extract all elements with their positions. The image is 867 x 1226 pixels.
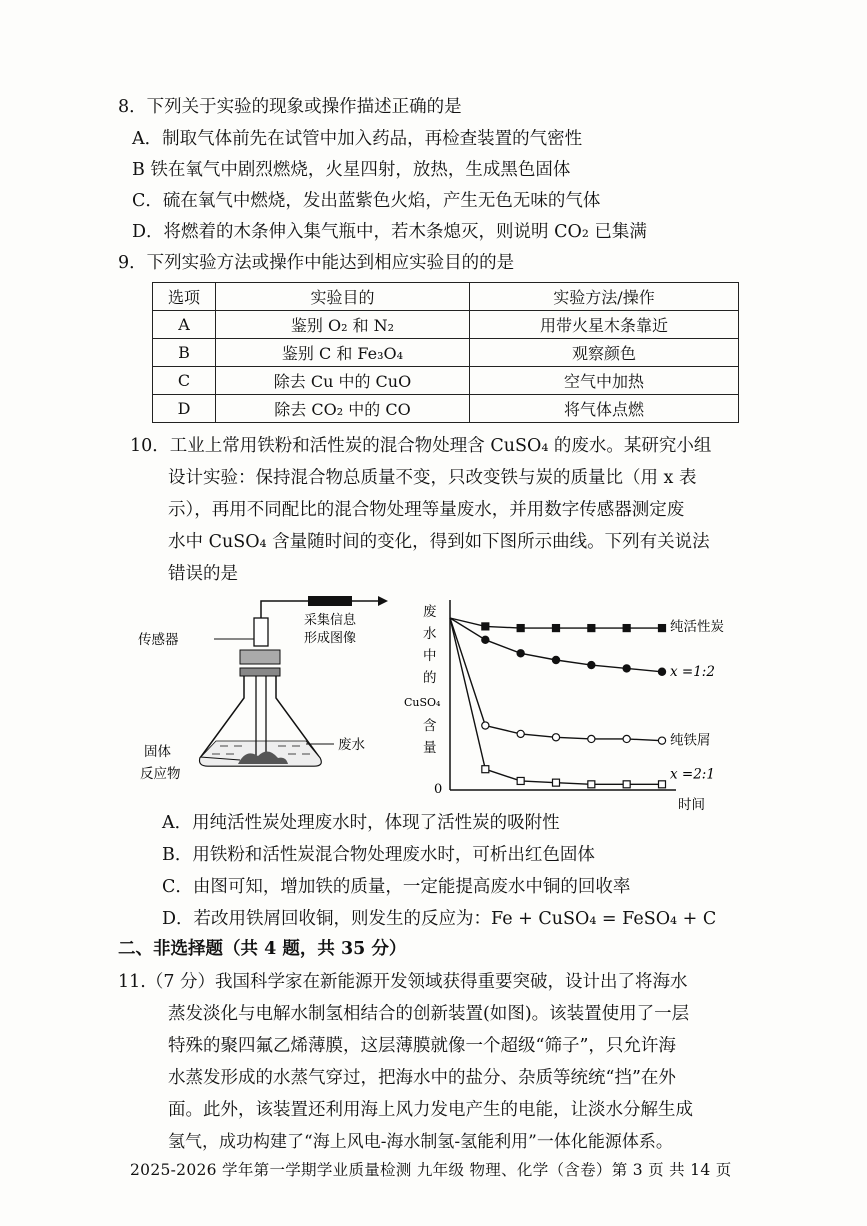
q11-line-6: 氢气，成功构建了“海上风电-海水制氢-氢能利用”一体化能源体系。 [168, 1132, 673, 1152]
table-header: 选项 [153, 283, 216, 311]
data-point [552, 656, 559, 663]
q8-stem: 8．下列关于实验的现象或操作描述正确的是 [118, 97, 462, 117]
data-point [623, 781, 630, 788]
y-axis-label-char: 废 [423, 604, 437, 620]
q10-line-4: 水中 CuSO₄ 含量随时间的变化，得到如下图所示曲线。下列有关说法 [168, 532, 710, 552]
data-point [482, 623, 489, 630]
data-point [588, 625, 595, 632]
collect-label-2: 形成图像 [304, 631, 357, 646]
q11-line-3: 特殊的聚四氟乙烯薄膜，这层薄膜就像一个超级“筛子”，只允许海 [168, 1036, 676, 1056]
data-point [553, 625, 560, 632]
table-cell: 除去 Cu 中的 CuO [216, 367, 470, 395]
water-label: 废水 [338, 737, 365, 753]
q8-option-b: B 铁在氧气中剧烈燃烧，火星四射，放热，生成黑色固体 [132, 160, 571, 180]
data-point [623, 665, 630, 672]
series-label: 纯铁屑 [670, 732, 711, 749]
data-point [517, 625, 524, 632]
series-label: x =2:1 [670, 766, 715, 783]
series-label: x =1:2 [670, 663, 715, 680]
table-cell: 观察颜色 [470, 339, 739, 367]
table-header-row [153, 283, 739, 311]
table-row [153, 367, 739, 395]
table-header: 实验方法/操作 [470, 283, 739, 311]
q10-option-a: A．用纯活性炭处理废水时，体现了活性炭的吸附性 [162, 813, 560, 833]
data-point [482, 636, 489, 643]
q10-line-5: 错误的是 [168, 564, 238, 584]
table-cell: 用带火星木条靠近 [470, 311, 739, 339]
q9-stem: 9．下列实验方法或操作中能达到相应实验目的的是 [118, 253, 515, 273]
data-point [482, 766, 489, 773]
q11-line-2: 蒸发淡化与电解水制氢相结合的创新装置(如图)。该装置使用了一层 [168, 1004, 690, 1024]
table-cell: 鉴别 O₂ 和 N₂ [216, 311, 470, 339]
table-cell: A [153, 311, 216, 339]
q10-option-c: C．由图可知，增加铁的质量，一定能提高废水中铜的回收率 [162, 877, 631, 897]
y-axis-label-char: 中 [423, 648, 437, 664]
q9-table [152, 282, 739, 423]
table-row [153, 339, 739, 367]
data-point [658, 737, 665, 744]
data-point [517, 650, 524, 657]
q10-option-b: B．用铁粉和活性炭混合物处理废水时，可析出红色固体 [162, 845, 595, 865]
series-line [450, 618, 662, 741]
y-axis-label-char: CuSO₄ [404, 696, 441, 709]
data-collector [308, 596, 352, 606]
data-point [588, 661, 595, 668]
series-label: 纯活性炭 [670, 619, 724, 636]
q8-option-d: D．将燃着的木条伸入集气瓶中，若木条熄灭，则说明 CO₂ 已集满 [132, 222, 647, 242]
table-cell: 鉴别 C 和 Fe₃O₄ [216, 339, 470, 367]
data-point [517, 730, 524, 737]
table-header: 实验目的 [216, 283, 470, 311]
sensor-label: 传感器 [138, 632, 179, 648]
section-title: 二、非选择题（共 4 题，共 35 分） [118, 939, 407, 959]
table-cell: 除去 CO₂ 中的 CO [216, 395, 470, 423]
q10-line-2: 设计实验：保持混合物总质量不变，只改变铁与炭的质量比（用 x 表 [168, 468, 697, 488]
sensor-probe [254, 618, 268, 646]
q10-option-d: D．若改用铁屑回收铜，则发生的反应为：Fe + CuSO₄ = FeSO₄ + C [162, 909, 717, 929]
data-point [623, 735, 630, 742]
q10-line-1: 10．工业上常用铁粉和活性炭的混合物处理含 CuSO₄ 的废水。某研究小组 [130, 436, 712, 456]
q11-line-1: 11.（7 分）我国科学家在新能源开发领域获得重要突破，设计出了将海水 [118, 972, 688, 992]
table-cell: D [153, 395, 216, 423]
data-point [659, 781, 666, 788]
table-row [153, 311, 739, 339]
collect-label-1: 采集信息 [304, 613, 357, 628]
data-point [588, 781, 595, 788]
solid-label-2: 反应物 [140, 766, 181, 782]
origin-label: 0 [434, 782, 443, 797]
q11-line-5: 面。此外，该装置还利用海上风力发电产生的电能，让淡水分解生成 [168, 1100, 693, 1120]
arrow-icon [378, 596, 388, 606]
x-axis-label: 时间 [678, 797, 705, 812]
solid-label-1: 固体 [144, 744, 171, 760]
y-axis-label-char: 的 [423, 670, 437, 686]
q8-option-a: A．制取气体前先在试管中加入药品，再检查装置的气密性 [132, 129, 583, 149]
data-point [517, 777, 524, 784]
table-cell: 空气中加热 [470, 367, 739, 395]
y-axis-label [404, 604, 441, 756]
q11-line-4: 水蒸发形成的水蒸气穿过，把海水中的盐分、杂质等统统“挡”在外 [168, 1068, 676, 1088]
y-axis-label-char: 水 [423, 626, 437, 642]
series-line [450, 618, 662, 784]
page-footer: 2025-2026 学年第一学期学业质量检测 九年级 物理、化学（含卷）第 3 页 共 14 页 [130, 1161, 732, 1179]
data-point [658, 668, 665, 675]
table-cell: B [153, 339, 216, 367]
apparatus-diagram [128, 588, 400, 793]
data-point [588, 735, 595, 742]
y-axis-label-char: 量 [423, 740, 437, 756]
data-point [623, 625, 630, 632]
data-point [659, 625, 666, 632]
stopper [240, 650, 280, 664]
cuso4-chart [404, 596, 780, 812]
table-cell: C [153, 367, 216, 395]
q10-line-3: 示），再用不同配比的混合物处理等量废水，并用数字传感器测定废 [168, 500, 685, 520]
data-point [553, 779, 560, 786]
q8-option-c: C．硫在氧气中燃烧，发出蓝紫色火焰，产生无色无味的气体 [132, 191, 601, 211]
table-cell: 将气体点燃 [470, 395, 739, 423]
table-row [153, 395, 739, 423]
data-point [552, 734, 559, 741]
y-axis-label-char: 含 [423, 718, 437, 734]
data-point [482, 722, 489, 729]
